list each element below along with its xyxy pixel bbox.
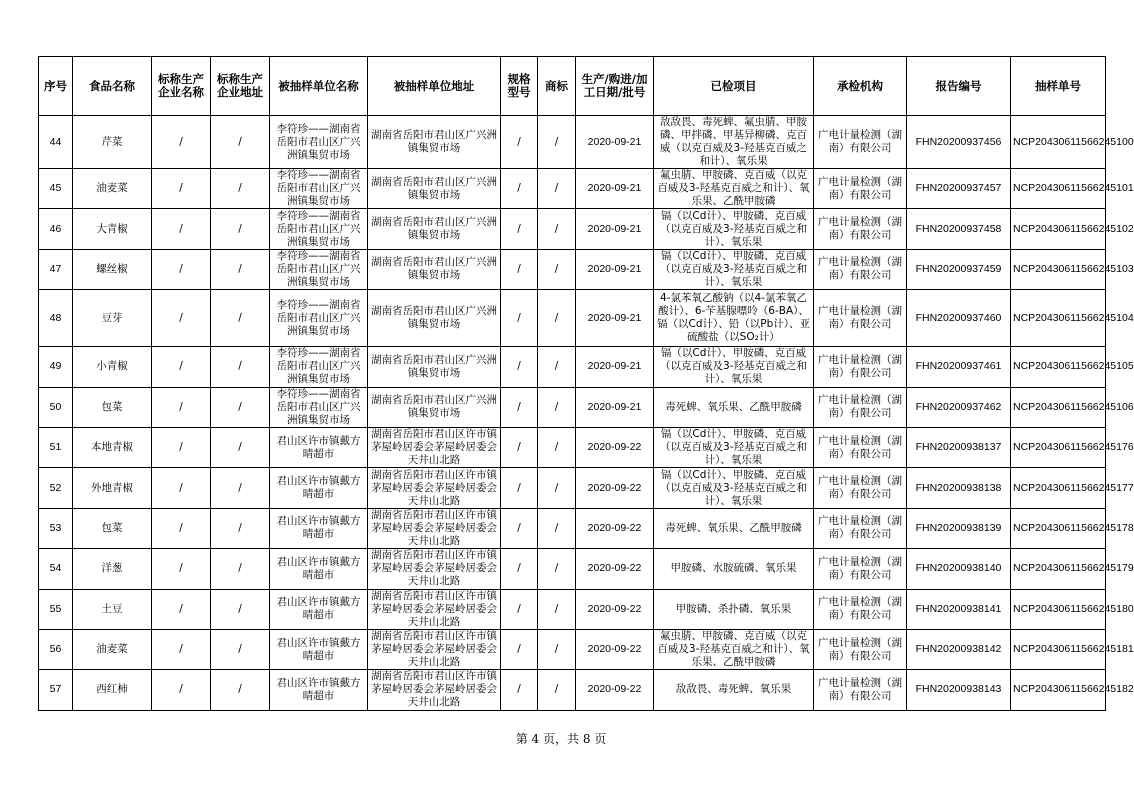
- sample-number-cell: NCP20430611566245101: [1011, 169, 1106, 209]
- brand-cell: /: [538, 629, 576, 669]
- manufacturer-address-cell: /: [211, 589, 270, 629]
- manufacturer-name-cell: /: [152, 549, 211, 589]
- row-number-cell: 46: [39, 209, 73, 249]
- production-date-cell: 2020-09-21: [576, 290, 654, 347]
- food-name-cell: 大青椒: [73, 209, 152, 249]
- sample-number-cell: NCP20430611566245103: [1011, 249, 1106, 289]
- production-date-cell: 2020-09-22: [576, 468, 654, 508]
- sampled-unit-name-cell: 君山区许市镇戴方晴超市: [270, 468, 368, 508]
- table-row: [39, 116, 1106, 169]
- brand-cell: /: [538, 427, 576, 467]
- manufacturer-address-cell: /: [211, 387, 270, 427]
- tested-items-cell: 甲胺磷、杀扑磷、氧乐果: [654, 589, 814, 629]
- tested-items-cell: 氟虫腈、甲胺磷、克百威（以克百威及3-羟基克百威之和计）、氧乐果、乙酰甲胺磷: [654, 169, 814, 209]
- manufacturer-name-cell: /: [152, 427, 211, 467]
- report-number-cell: FHN20200938140: [907, 549, 1011, 589]
- testing-lab-cell: 广电计量检测（湖南）有限公司: [814, 347, 907, 387]
- testing-lab-cell: 广电计量检测（湖南）有限公司: [814, 508, 907, 548]
- manufacturer-name-cell: /: [152, 116, 211, 169]
- food-name-cell: 螺丝椒: [73, 249, 152, 289]
- report-number-cell: FHN20200937460: [907, 290, 1011, 347]
- table-row: [39, 589, 1106, 629]
- production-date-cell: 2020-09-21: [576, 209, 654, 249]
- manufacturer-address-cell: /: [211, 427, 270, 467]
- production-date-cell: 2020-09-22: [576, 549, 654, 589]
- manufacturer-address-cell: /: [211, 290, 270, 347]
- header-cell: 标称生产企业名称: [152, 57, 211, 116]
- spec-model-cell: /: [501, 549, 538, 589]
- production-date-cell: 2020-09-21: [576, 169, 654, 209]
- production-date-cell: 2020-09-22: [576, 589, 654, 629]
- sample-number-cell: NCP20430611566245100: [1011, 116, 1106, 169]
- manufacturer-address-cell: /: [211, 670, 270, 710]
- report-number-cell: FHN20200937462: [907, 387, 1011, 427]
- manufacturer-name-cell: /: [152, 290, 211, 347]
- table-row: [39, 549, 1106, 589]
- spec-model-cell: /: [501, 169, 538, 209]
- header-cell: 标称生产企业地址: [211, 57, 270, 116]
- sampled-unit-address-cell: 湖南省岳阳市君山区许市镇茅屋岭居委会茅屋岭居委会天井山北路: [368, 589, 501, 629]
- food-name-cell: 豆芽: [73, 290, 152, 347]
- table-row: [39, 347, 1106, 387]
- production-date-cell: 2020-09-22: [576, 629, 654, 669]
- brand-cell: /: [538, 549, 576, 589]
- sampled-unit-address-cell: 湖南省岳阳市君山区许市镇茅屋岭居委会茅屋岭居委会天井山北路: [368, 629, 501, 669]
- report-number-cell: FHN20200938139: [907, 508, 1011, 548]
- row-number-cell: 56: [39, 629, 73, 669]
- spec-model-cell: /: [501, 589, 538, 629]
- sampled-unit-address-cell: 湖南省岳阳市君山区广兴洲镇集贸市场: [368, 249, 501, 289]
- sampled-unit-name-cell: 李符珍——湖南省岳阳市君山区广兴洲镇集贸市场: [270, 116, 368, 169]
- sampled-unit-address-cell: 湖南省岳阳市君山区许市镇茅屋岭居委会茅屋岭居委会天井山北路: [368, 427, 501, 467]
- header-cell: 已检项目: [654, 57, 814, 116]
- row-number-cell: 52: [39, 468, 73, 508]
- tested-items-cell: 毒死蜱、氧乐果、乙酰甲胺磷: [654, 508, 814, 548]
- table-row: [39, 508, 1106, 548]
- sample-number-cell: NCP20430611566245104: [1011, 290, 1106, 347]
- production-date-cell: 2020-09-21: [576, 387, 654, 427]
- testing-lab-cell: 广电计量检测（湖南）有限公司: [814, 116, 907, 169]
- sampled-unit-address-cell: 湖南省岳阳市君山区广兴洲镇集贸市场: [368, 387, 501, 427]
- testing-lab-cell: 广电计量检测（湖南）有限公司: [814, 169, 907, 209]
- food-name-cell: 西红柿: [73, 670, 152, 710]
- table-row: [39, 670, 1106, 710]
- report-number-cell: FHN20200937459: [907, 249, 1011, 289]
- sampled-unit-name-cell: 君山区许市镇戴方晴超市: [270, 589, 368, 629]
- row-number-cell: 57: [39, 670, 73, 710]
- spec-model-cell: /: [501, 508, 538, 548]
- testing-lab-cell: 广电计量检测（湖南）有限公司: [814, 589, 907, 629]
- header-cell: 生产/购进/加工日期/批号: [576, 57, 654, 116]
- manufacturer-address-cell: /: [211, 549, 270, 589]
- testing-lab-cell: 广电计量检测（湖南）有限公司: [814, 290, 907, 347]
- row-number-cell: 55: [39, 589, 73, 629]
- brand-cell: /: [538, 589, 576, 629]
- sample-number-cell: NCP20430611566245102: [1011, 209, 1106, 249]
- table-header-row: [39, 57, 1106, 116]
- food-name-cell: 包菜: [73, 387, 152, 427]
- food-name-cell: 油麦菜: [73, 629, 152, 669]
- sampled-unit-name-cell: 李符珍——湖南省岳阳市君山区广兴洲镇集贸市场: [270, 249, 368, 289]
- page-number: 第 4 页，共 8 页: [515, 732, 607, 746]
- manufacturer-name-cell: /: [152, 169, 211, 209]
- row-number-cell: 45: [39, 169, 73, 209]
- testing-lab-cell: 广电计量检测（湖南）有限公司: [814, 468, 907, 508]
- manufacturer-address-cell: /: [211, 347, 270, 387]
- food-name-cell: 芹菜: [73, 116, 152, 169]
- production-date-cell: 2020-09-22: [576, 427, 654, 467]
- sampled-unit-name-cell: 李符珍——湖南省岳阳市君山区广兴洲镇集贸市场: [270, 290, 368, 347]
- tested-items-cell: 敌敌畏、毒死蜱、氟虫腈、甲胺磷、甲拌磷、甲基异柳磷、克百威（以克百威及3-羟基克百威之和计）、氧乐果: [654, 116, 814, 169]
- food-name-cell: 洋葱: [73, 549, 152, 589]
- manufacturer-address-cell: /: [211, 508, 270, 548]
- report-number-cell: FHN20200938141: [907, 589, 1011, 629]
- food-name-cell: 油麦菜: [73, 169, 152, 209]
- brand-cell: /: [538, 249, 576, 289]
- testing-lab-cell: 广电计量检测（湖南）有限公司: [814, 629, 907, 669]
- report-number-cell: FHN20200938138: [907, 468, 1011, 508]
- testing-lab-cell: 广电计量检测（湖南）有限公司: [814, 249, 907, 289]
- tested-items-cell: 氟虫腈、甲胺磷、克百威（以克百威及3-羟基克百威之和计）、氧乐果、乙酰甲胺磷: [654, 629, 814, 669]
- row-number-cell: 51: [39, 427, 73, 467]
- manufacturer-name-cell: /: [152, 508, 211, 548]
- sample-number-cell: NCP20430611566245180: [1011, 589, 1106, 629]
- spec-model-cell: /: [501, 209, 538, 249]
- sampled-unit-name-cell: 君山区许市镇戴方晴超市: [270, 427, 368, 467]
- manufacturer-address-cell: /: [211, 116, 270, 169]
- row-number-cell: 47: [39, 249, 73, 289]
- spec-model-cell: /: [501, 290, 538, 347]
- sampled-unit-name-cell: 李符珍——湖南省岳阳市君山区广兴洲镇集贸市场: [270, 209, 368, 249]
- manufacturer-name-cell: /: [152, 249, 211, 289]
- row-number-cell: 54: [39, 549, 73, 589]
- row-number-cell: 48: [39, 290, 73, 347]
- sample-number-cell: NCP20430611566245179: [1011, 549, 1106, 589]
- header-cell: 商标: [538, 57, 576, 116]
- testing-lab-cell: 广电计量检测（湖南）有限公司: [814, 209, 907, 249]
- manufacturer-address-cell: /: [211, 169, 270, 209]
- spec-model-cell: /: [501, 670, 538, 710]
- header-cell: 规格型号: [501, 57, 538, 116]
- row-number-cell: 49: [39, 347, 73, 387]
- brand-cell: /: [538, 169, 576, 209]
- header-cell: 序号: [39, 57, 73, 116]
- spec-model-cell: /: [501, 468, 538, 508]
- brand-cell: /: [538, 116, 576, 169]
- header-cell: 承检机构: [814, 57, 907, 116]
- manufacturer-address-cell: /: [211, 209, 270, 249]
- manufacturer-name-cell: /: [152, 629, 211, 669]
- tested-items-cell: 镉（以Cd计）、甲胺磷、克百威（以克百威及3-羟基克百威之和计）、氧乐果: [654, 347, 814, 387]
- brand-cell: /: [538, 209, 576, 249]
- inspection-results-table: [38, 56, 1134, 711]
- report-number-cell: FHN20200937461: [907, 347, 1011, 387]
- tested-items-cell: 镉（以Cd计）、甲胺磷、克百威（以克百威及3-羟基克百威之和计）、氧乐果: [654, 249, 814, 289]
- production-date-cell: 2020-09-22: [576, 670, 654, 710]
- header-cell: 被抽样单位名称: [270, 57, 368, 116]
- food-name-cell: 小青椒: [73, 347, 152, 387]
- manufacturer-name-cell: /: [152, 387, 211, 427]
- manufacturer-name-cell: /: [152, 468, 211, 508]
- brand-cell: /: [538, 290, 576, 347]
- sampled-unit-name-cell: 李符珍——湖南省岳阳市君山区广兴洲镇集贸市场: [270, 387, 368, 427]
- sample-number-cell: NCP20430611566245181: [1011, 629, 1106, 669]
- testing-lab-cell: 广电计量检测（湖南）有限公司: [814, 670, 907, 710]
- food-name-cell: 本地青椒: [73, 427, 152, 467]
- manufacturer-name-cell: /: [152, 347, 211, 387]
- header-cell: 抽样单号: [1011, 57, 1106, 116]
- tested-items-cell: 镉（以Cd计）、甲胺磷、克百威（以克百威及3-羟基克百威之和计）、氧乐果: [654, 209, 814, 249]
- tested-items-cell: 毒死蜱、氧乐果、乙酰甲胺磷: [654, 387, 814, 427]
- brand-cell: /: [538, 387, 576, 427]
- spec-model-cell: /: [501, 249, 538, 289]
- report-number-cell: FHN20200938142: [907, 629, 1011, 669]
- food-name-cell: 包菜: [73, 508, 152, 548]
- sampled-unit-name-cell: 李符珍——湖南省岳阳市君山区广兴洲镇集贸市场: [270, 169, 368, 209]
- sampled-unit-name-cell: 君山区许市镇戴方晴超市: [270, 629, 368, 669]
- sampled-unit-name-cell: 君山区许市镇戴方晴超市: [270, 549, 368, 589]
- sampled-unit-address-cell: 湖南省岳阳市君山区广兴洲镇集贸市场: [368, 169, 501, 209]
- sampled-unit-name-cell: 李符珍——湖南省岳阳市君山区广兴洲镇集贸市场: [270, 347, 368, 387]
- brand-cell: /: [538, 468, 576, 508]
- table-row: [39, 169, 1106, 209]
- tested-items-cell: 敌敌畏、毒死蜱、氧乐果: [654, 670, 814, 710]
- sampled-unit-address-cell: 湖南省岳阳市君山区许市镇茅屋岭居委会茅屋岭居委会天井山北路: [368, 549, 501, 589]
- table-row: [39, 249, 1106, 289]
- header-cell: 被抽样单位地址: [368, 57, 501, 116]
- brand-cell: /: [538, 508, 576, 548]
- report-number-cell: FHN20200938143: [907, 670, 1011, 710]
- food-name-cell: 外地青椒: [73, 468, 152, 508]
- row-number-cell: 53: [39, 508, 73, 548]
- manufacturer-name-cell: /: [152, 670, 211, 710]
- sampled-unit-name-cell: 君山区许市镇戴方晴超市: [270, 670, 368, 710]
- spec-model-cell: /: [501, 116, 538, 169]
- sample-number-cell: NCP20430611566245106: [1011, 387, 1106, 427]
- sample-number-cell: NCP20430611566245182: [1011, 670, 1106, 710]
- tested-items-cell: 甲胺磷、水胺硫磷、氧乐果: [654, 549, 814, 589]
- sample-number-cell: NCP20430611566245178: [1011, 508, 1106, 548]
- header-cell: 报告编号: [907, 57, 1011, 116]
- food-name-cell: 土豆: [73, 589, 152, 629]
- sampled-unit-address-cell: 湖南省岳阳市君山区广兴洲镇集贸市场: [368, 116, 501, 169]
- manufacturer-name-cell: /: [152, 209, 211, 249]
- sample-number-cell: NCP20430611566245177: [1011, 468, 1106, 508]
- sampled-unit-address-cell: 湖南省岳阳市君山区许市镇茅屋岭居委会茅屋岭居委会天井山北路: [368, 670, 501, 710]
- table-row: [39, 427, 1106, 467]
- brand-cell: /: [538, 670, 576, 710]
- table-row: [39, 468, 1106, 508]
- header-cell: 食品名称: [73, 57, 152, 116]
- sample-number-cell: NCP20430611566245105: [1011, 347, 1106, 387]
- sampled-unit-name-cell: 君山区许市镇戴方晴超市: [270, 508, 368, 548]
- report-number-cell: FHN20200938137: [907, 427, 1011, 467]
- row-number-cell: 50: [39, 387, 73, 427]
- manufacturer-address-cell: /: [211, 249, 270, 289]
- table-row: [39, 209, 1106, 249]
- tested-items-cell: 4-氯苯氧乙酸钠（以4-氯苯氧乙酸计）、6-苄基腺嘌呤（6-BA）、镉（以Cd计）、铅（以Pb计）、亚硫酸盐（以SO₂计）: [654, 290, 814, 347]
- spec-model-cell: /: [501, 629, 538, 669]
- tested-items-cell: 镉（以Cd计）、甲胺磷、克百威（以克百威及3-羟基克百威之和计）、氧乐果: [654, 468, 814, 508]
- sample-number-cell: NCP20430611566245176: [1011, 427, 1106, 467]
- spec-model-cell: /: [501, 347, 538, 387]
- testing-lab-cell: 广电计量检测（湖南）有限公司: [814, 549, 907, 589]
- table-row: [39, 629, 1106, 669]
- report-number-cell: FHN20200937456: [907, 116, 1011, 169]
- manufacturer-address-cell: /: [211, 468, 270, 508]
- table-row: [39, 387, 1106, 427]
- sampled-unit-address-cell: 湖南省岳阳市君山区广兴洲镇集贸市场: [368, 347, 501, 387]
- sampled-unit-address-cell: 湖南省岳阳市君山区广兴洲镇集贸市场: [368, 290, 501, 347]
- table-row: [39, 290, 1106, 347]
- spec-model-cell: /: [501, 427, 538, 467]
- production-date-cell: 2020-09-21: [576, 347, 654, 387]
- manufacturer-name-cell: /: [152, 589, 211, 629]
- production-date-cell: 2020-09-22: [576, 508, 654, 548]
- sampled-unit-address-cell: 湖南省岳阳市君山区许市镇茅屋岭居委会茅屋岭居委会天井山北路: [368, 508, 501, 548]
- row-number-cell: 44: [39, 116, 73, 169]
- sampled-unit-address-cell: 湖南省岳阳市君山区许市镇茅屋岭居委会茅屋岭居委会天井山北路: [368, 468, 501, 508]
- sampled-unit-address-cell: 湖南省岳阳市君山区广兴洲镇集贸市场: [368, 209, 501, 249]
- testing-lab-cell: 广电计量检测（湖南）有限公司: [814, 427, 907, 467]
- report-number-cell: FHN20200937458: [907, 209, 1011, 249]
- manufacturer-address-cell: /: [211, 629, 270, 669]
- report-number-cell: FHN20200937457: [907, 169, 1011, 209]
- brand-cell: /: [538, 347, 576, 387]
- testing-lab-cell: 广电计量检测（湖南）有限公司: [814, 387, 907, 427]
- production-date-cell: 2020-09-21: [576, 249, 654, 289]
- spec-model-cell: /: [501, 387, 538, 427]
- production-date-cell: 2020-09-21: [576, 116, 654, 169]
- tested-items-cell: 镉（以Cd计）、甲胺磷、克百威（以克百威及3-羟基克百威之和计）、氧乐果: [654, 427, 814, 467]
